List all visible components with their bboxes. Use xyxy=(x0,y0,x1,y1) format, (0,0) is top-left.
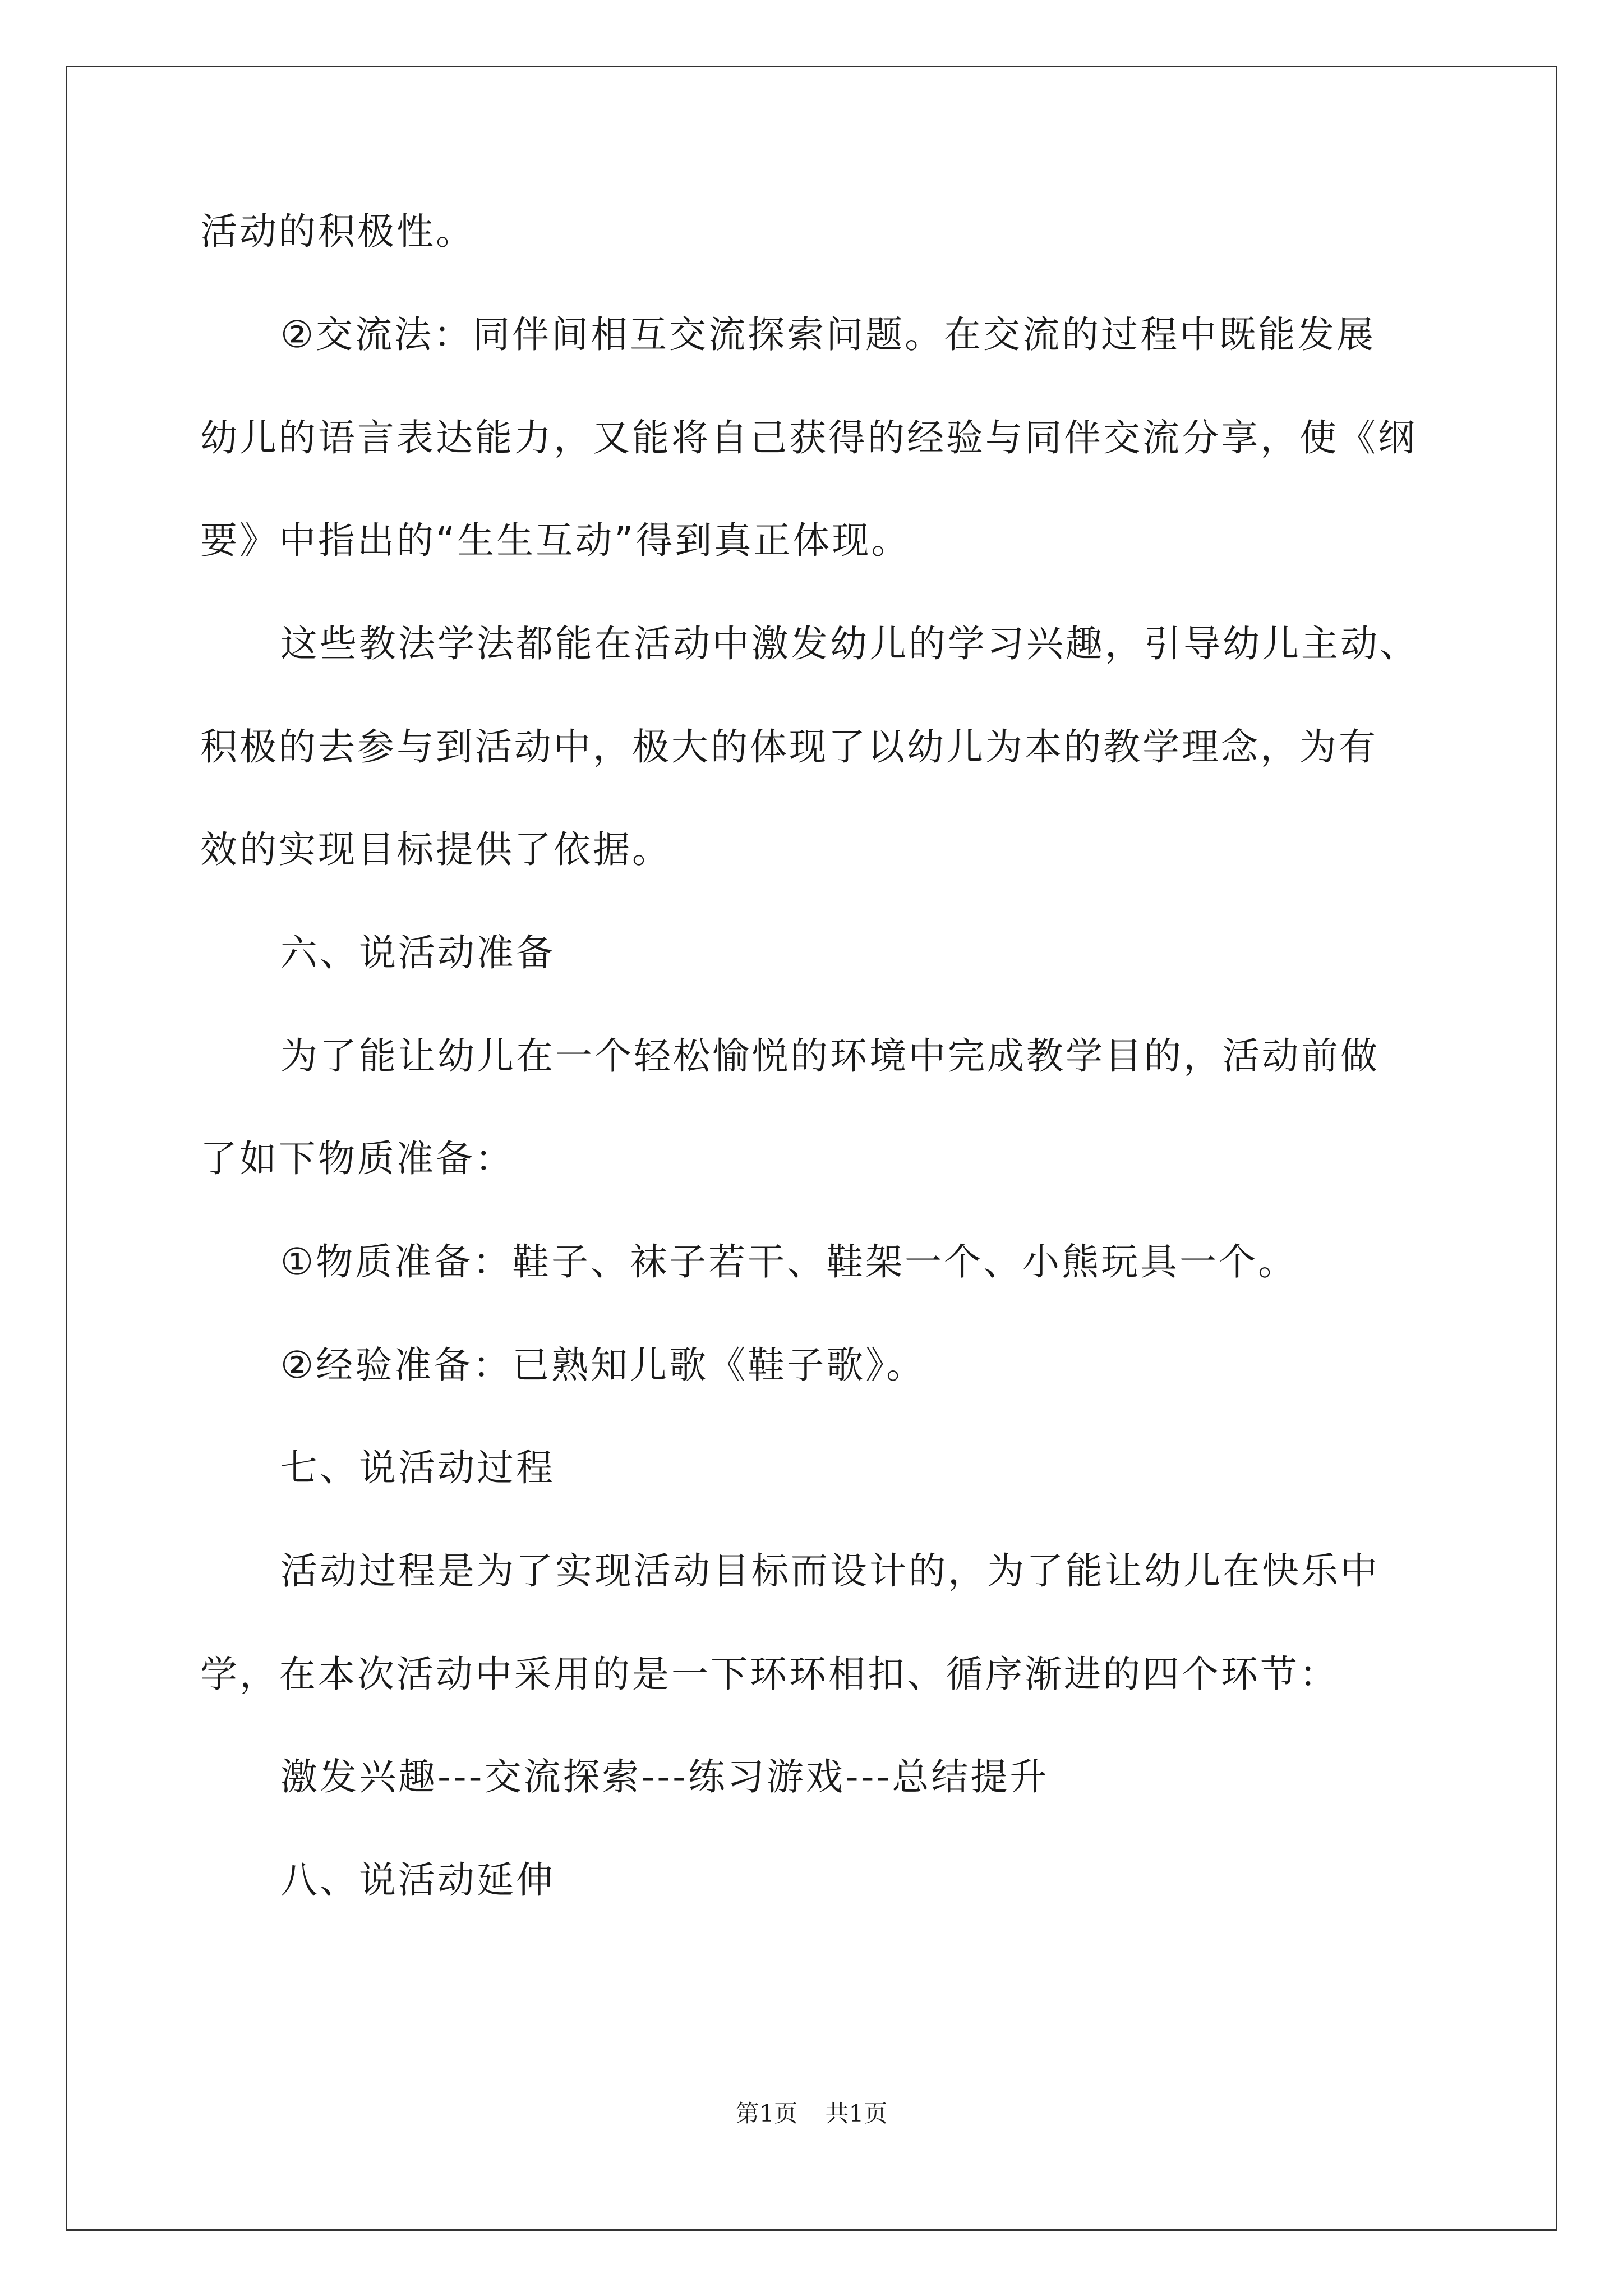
text-line: ①物质准备：鞋子、袜子若干、鞋架一个、小熊玩具一个。 xyxy=(280,1240,1298,1283)
page-number: 第1页 xyxy=(735,2100,798,2127)
page-footer xyxy=(0,2097,1623,2131)
text-line: 活动的积极性。 xyxy=(200,210,475,253)
text-line: ②经验准备：已熟知儿歌《鞋子歌》。 xyxy=(280,1343,926,1387)
section-heading: 八、说活动延伸 xyxy=(280,1858,555,1902)
section-heading: 七、说活动过程 xyxy=(280,1446,555,1489)
text-line: 学，在本次活动中采用的是一下环环相扣、循序渐进的四个环节： xyxy=(200,1653,1339,1696)
text-line: ②交流法：同伴间相互交流探索问题。在交流的过程中既能发展 xyxy=(280,313,1376,356)
section-heading: 六、说活动准备 xyxy=(280,931,555,974)
text-line: 效的实现目标提供了依据。 xyxy=(200,828,671,871)
page-total: 共1页 xyxy=(825,2100,888,2127)
text-line: 幼儿的语言表达能力，又能将自己获得的经验与同伴交流分享，使《纲 xyxy=(200,416,1417,459)
text-line: 了如下物质准备： xyxy=(200,1137,514,1180)
text-line: 积极的去参与到活动中，极大的体现了以幼儿为本的教学理念，为有 xyxy=(200,725,1378,769)
text-line: 这些教法学法都能在活动中激发幼儿的学习兴趣，引导幼儿主动、 xyxy=(280,622,1419,665)
text-line: 为了能让幼儿在一个轻松愉悦的环境中完成教学目的，活动前做 xyxy=(280,1034,1380,1078)
text-line: 要》中指出的“生生互动”得到真正体现。 xyxy=(200,519,911,562)
text-line: 激发兴趣---交流探索---练习游戏---总结提升 xyxy=(280,1755,1049,1798)
text-line: 活动过程是为了实现活动目标而设计的，为了能让幼儿在快乐中 xyxy=(280,1549,1380,1593)
